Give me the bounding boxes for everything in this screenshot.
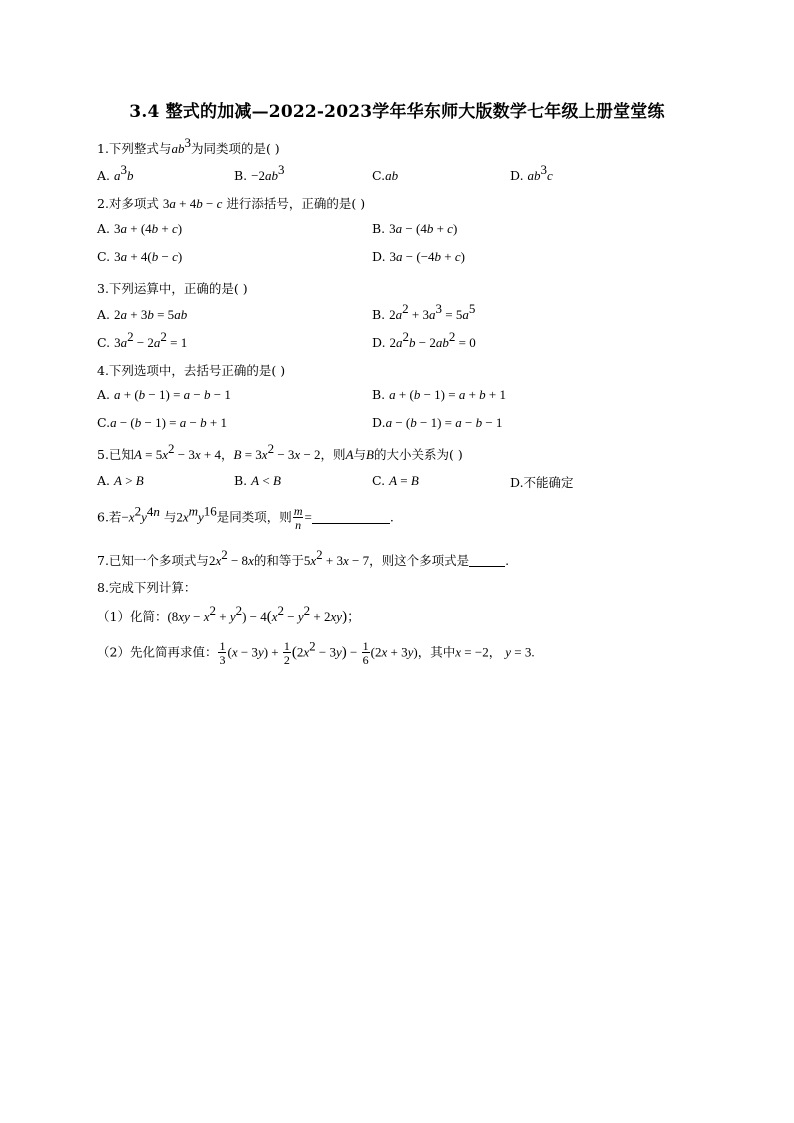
question-6-stem: 6.若$-x^2y^{4n}$ 与$2x^my^{16}$是同类项，则 $\frac{m}{n}$ = . xyxy=(97,503,394,532)
answer-blank-7[interactable] xyxy=(469,566,505,567)
question-5-stem: 5.已知$A = 5x^2 - 3x + 4$，$B = 3x^2 - 3x - 2$，则A与B的大小关系为( ) xyxy=(97,441,463,462)
question-5-option-c: C. A = B xyxy=(372,473,419,488)
question-4-option-b: B. a + (b − 1) = a + b + 1 xyxy=(372,387,507,402)
question-2-option-a: A. 3a + (4b + c) xyxy=(97,221,183,236)
question-8-part-2: （2）先化简再求值： $\frac{1}{3}$ (x − 3y) + $\frac{1}{2}$ $(2x^2 - 3y)$ − $\frac{1}{6}$ (2x + 3y)，其中x = −2， y = 3. xyxy=(97,638,535,667)
question-8-part-1: （1）化简：$(8xy - x^2 + y^2) - 4(x^2 - y^2 + 2xy)$； xyxy=(97,603,361,625)
question-4-stem: 4.下列选项中，去括号正确的是( ) xyxy=(97,363,286,378)
question-3-option-b: B. $2a^2 + 3a^3 = 5a^5$ xyxy=(372,301,476,322)
question-7-stem: 7.已知一个多项式与$2x^2 - 8x$的和等于$5x^2 + 3x - 7$，则这个多项式是 . xyxy=(97,547,510,568)
question-1-option-b: B. $-2ab^3$ xyxy=(234,162,285,183)
question-1-option-d: D. $ab^3c$ xyxy=(510,162,553,183)
question-2-option-c: C. 3a + 4(b − c) xyxy=(97,249,183,264)
question-3-option-a: A. 2a + 3b = 5ab xyxy=(97,307,188,322)
question-2-stem: 2.对多项式 3a + 4b − c 进行添括号，正确的是( ) xyxy=(97,196,366,211)
question-5-option-d: D.不能确定 xyxy=(510,475,574,490)
question-1-option-a: A. $a^3b$ xyxy=(97,162,134,183)
question-2-option-b: B. 3a − (4b + c) xyxy=(372,221,458,236)
question-1-stem: 1.下列整式与$ab^3$为同类项的是( ) xyxy=(97,135,280,156)
question-2-option-d: D. 3a − (−4b + c) xyxy=(372,249,466,264)
question-1-option-c: C.ab xyxy=(372,168,399,183)
question-8-stem: 8.完成下列计算： xyxy=(97,580,197,595)
question-3-stem: 3.下列运算中，正确的是( ) xyxy=(97,281,248,296)
question-3-option-d: D. $2a^2b - 2ab^2 = 0$ xyxy=(372,329,476,350)
question-4-option-d: D.a − (b − 1) = a − b − 1 xyxy=(372,415,503,430)
question-5-option-a: A. A > B xyxy=(97,473,144,488)
question-3-option-c: C. $3a^2 - 2a^2 = 1$ xyxy=(97,329,188,350)
answer-blank-6[interactable] xyxy=(312,523,390,524)
question-4-option-c: C.a − (b − 1) = a − b + 1 xyxy=(97,415,227,430)
page-title: 3.4 整式的加减—2022-2023学年华东师大版数学七年级上册堂堂练 xyxy=(129,102,665,122)
question-5-option-b: B. A < B xyxy=(234,473,281,488)
question-4-option-a: A. a + (b − 1) = a − b − 1 xyxy=(97,387,231,402)
